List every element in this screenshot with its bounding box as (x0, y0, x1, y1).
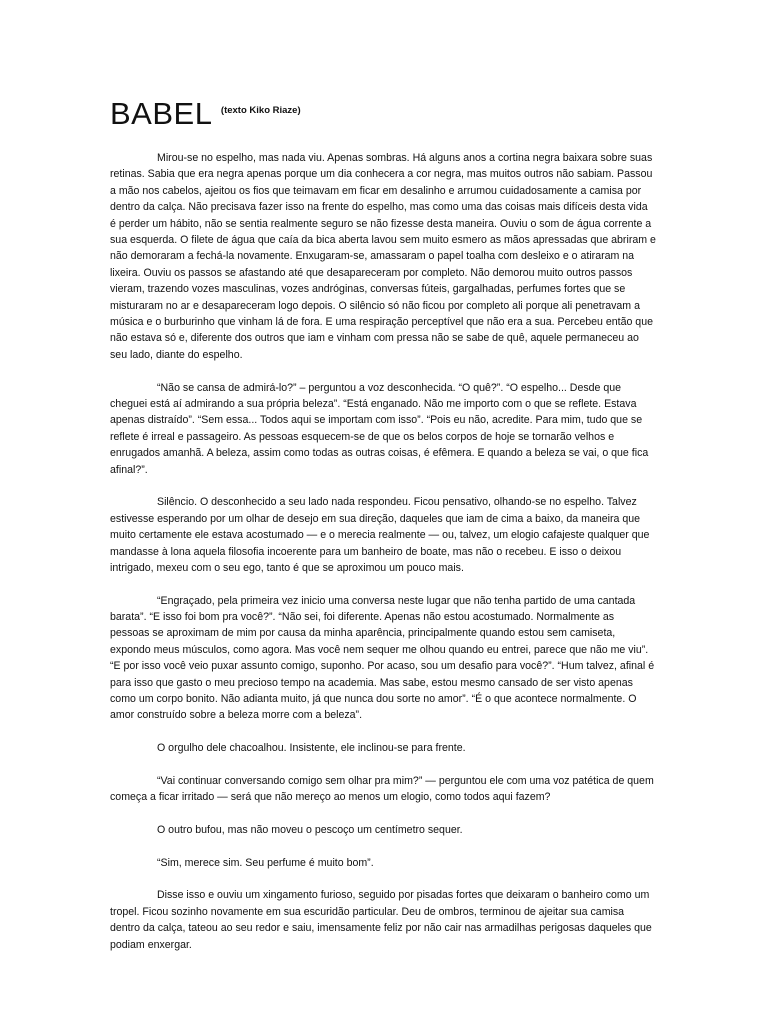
paragraph: Disse isso e ouviu um xingamento furioso, seguido por pisadas fortes que deixaram o banheiro como um tropel. Ficou sozinho novamente em sua escuridão particular. Deu de ombros, terminou de ajeitar sua camisa dentro da calça, tateou ao seu redor e saiu, imensamente feliz por não cair nas armadilhas perigosas daqueles que podiam enxergar. (110, 889, 652, 951)
paragraph: “Não se cansa de admirá-lo?” – perguntou a voz desconhecida. “O quê?”. “O espelho... Desde que cheguei está aí admirando a sua própria beleza”. “Está enganado. Não me importo com o que se reflete. Estava apenas distraído”. “Sem essa... Todos aqui se importam com isso”. “Pois eu não, acredite. Para mim, tudo que se reflete é irreal e passageiro. As pessoas esquecem-se de que os belos corpos de hoje se tornarão velhos e enrugados amanhã. A beleza, assim como todas as outras coisas, é efêmera. E quando a beleza se vai, o que fica afinal?”. (110, 381, 649, 476)
paragraph: Silêncio. O desconhecido a seu lado nada respondeu. Ficou pensativo, olhando-se no espelho. Talvez estivesse esperando por um olhar de desejo em sua direção, daqueles que iam de cima a baixo, da maneira que muito certamente ele estava acostumado — e o merecia realmente — ou, talvez, um elogio cafajeste qualquer que mandasse à lona aquela filosofia incoerente para um banheiro de boate, mas não o recebeu. E isso o deixou intrigado, mexeu com o seu ego, tanto é que se aproximou um pouco mais. (110, 496, 650, 574)
paragraph: O outro bufou, mas não moveu o pescoço um centímetro sequer. (157, 824, 463, 836)
paragraph: “Sim, merece sim. Seu perfume é muito bom”. (157, 856, 374, 869)
document-body (110, 150, 656, 969)
paragraph: “Vai continuar conversando comigo sem olhar pra mim?” — perguntou ele com uma voz patética de quem começa a ficar irritado — será que não mereço ao menos um elogio, como todos aqui fazem? (110, 774, 654, 804)
document-header (110, 96, 301, 132)
paragraph: O orgulho dele chacoalhou. Insistente, ele inclinou-se para frente. (157, 742, 466, 755)
paragraph: Mirou-se no espelho, mas nada viu. Apenas sombras. Há alguns anos a cortina negra baixara sobre suas retinas. Sabia que era negra apenas porque um dia conhecera a cor negra, mas muitos outros não sabiam. Passou a mão nos cabelos, ajeitou os fios que teimavam em ficar em desalinho e arrumou cuidadosamente a camisa por dentro da calça. Não precisava fazer isso na frente do espelho, mas como uma das coisas mais difíceis desta vida é perder um hábito, não se sentia realmente seguro se não fizesse desta maneira. Ouviu o som de água corrente a sua esquerda. O filete de água que caía da bica aberta lavou sem muito esmero as mãos apressadas que abriram e não demoraram a fechá-la novamente. Enxugaram-se, amassaram o papel toalha com desleixo e o atiraram na lixeira. Ouviu os passos se afastando até que desapareceram por completo. Não demorou muito outros passos vieram, trazendo vozes masculinas, vozes andróginas, conversas fúteis, gargalhadas, perfumes fortes que se misturaram no ar e desapareceram logo depois. O silêncio só não ficou por completo ali porque ali penetravam a música e o burburinho que vinham lá de fora. E uma respiração perceptível que não era a sua. Percebeu então que não estava só e, diferente dos outros que iam e vinham com pressa não se sabe de quê, aquele permaneceu ao seu lado, diante do espelho. (110, 152, 656, 361)
document-subtitle: (texto Kiko Riaze) (220, 105, 301, 116)
document-title: BABEL (110, 96, 213, 131)
paragraph: “Engraçado, pela primeira vez inicio uma conversa neste lugar que não tenha partido de uma cantada barata”. “E isso foi bom pra você?”. “Não sei, foi diferente. Apenas não estou acostumado. Normalmente as pessoas se aproximam de mim por causa da minha aparência, principalmente quando estou sem camiseta, expondo meus músculos, como agora. Mas você nem sequer me olhou quando eu entrei, parece que não me viu”. “E por isso você veio puxar assunto comigo, suponho. Por acaso, sou um desafio para você?”. “Hum talvez, afinal é para isso que gasto o meu precioso tempo na academia. Mas sabe, estou mesmo cansado de ser visto apenas como um corpo bonito. Não adianta muito, já que nunca dou sorte no amor”. “É o que acontece normalmente. O amor construído sobre a beleza morre com a beleza”. (110, 594, 655, 722)
